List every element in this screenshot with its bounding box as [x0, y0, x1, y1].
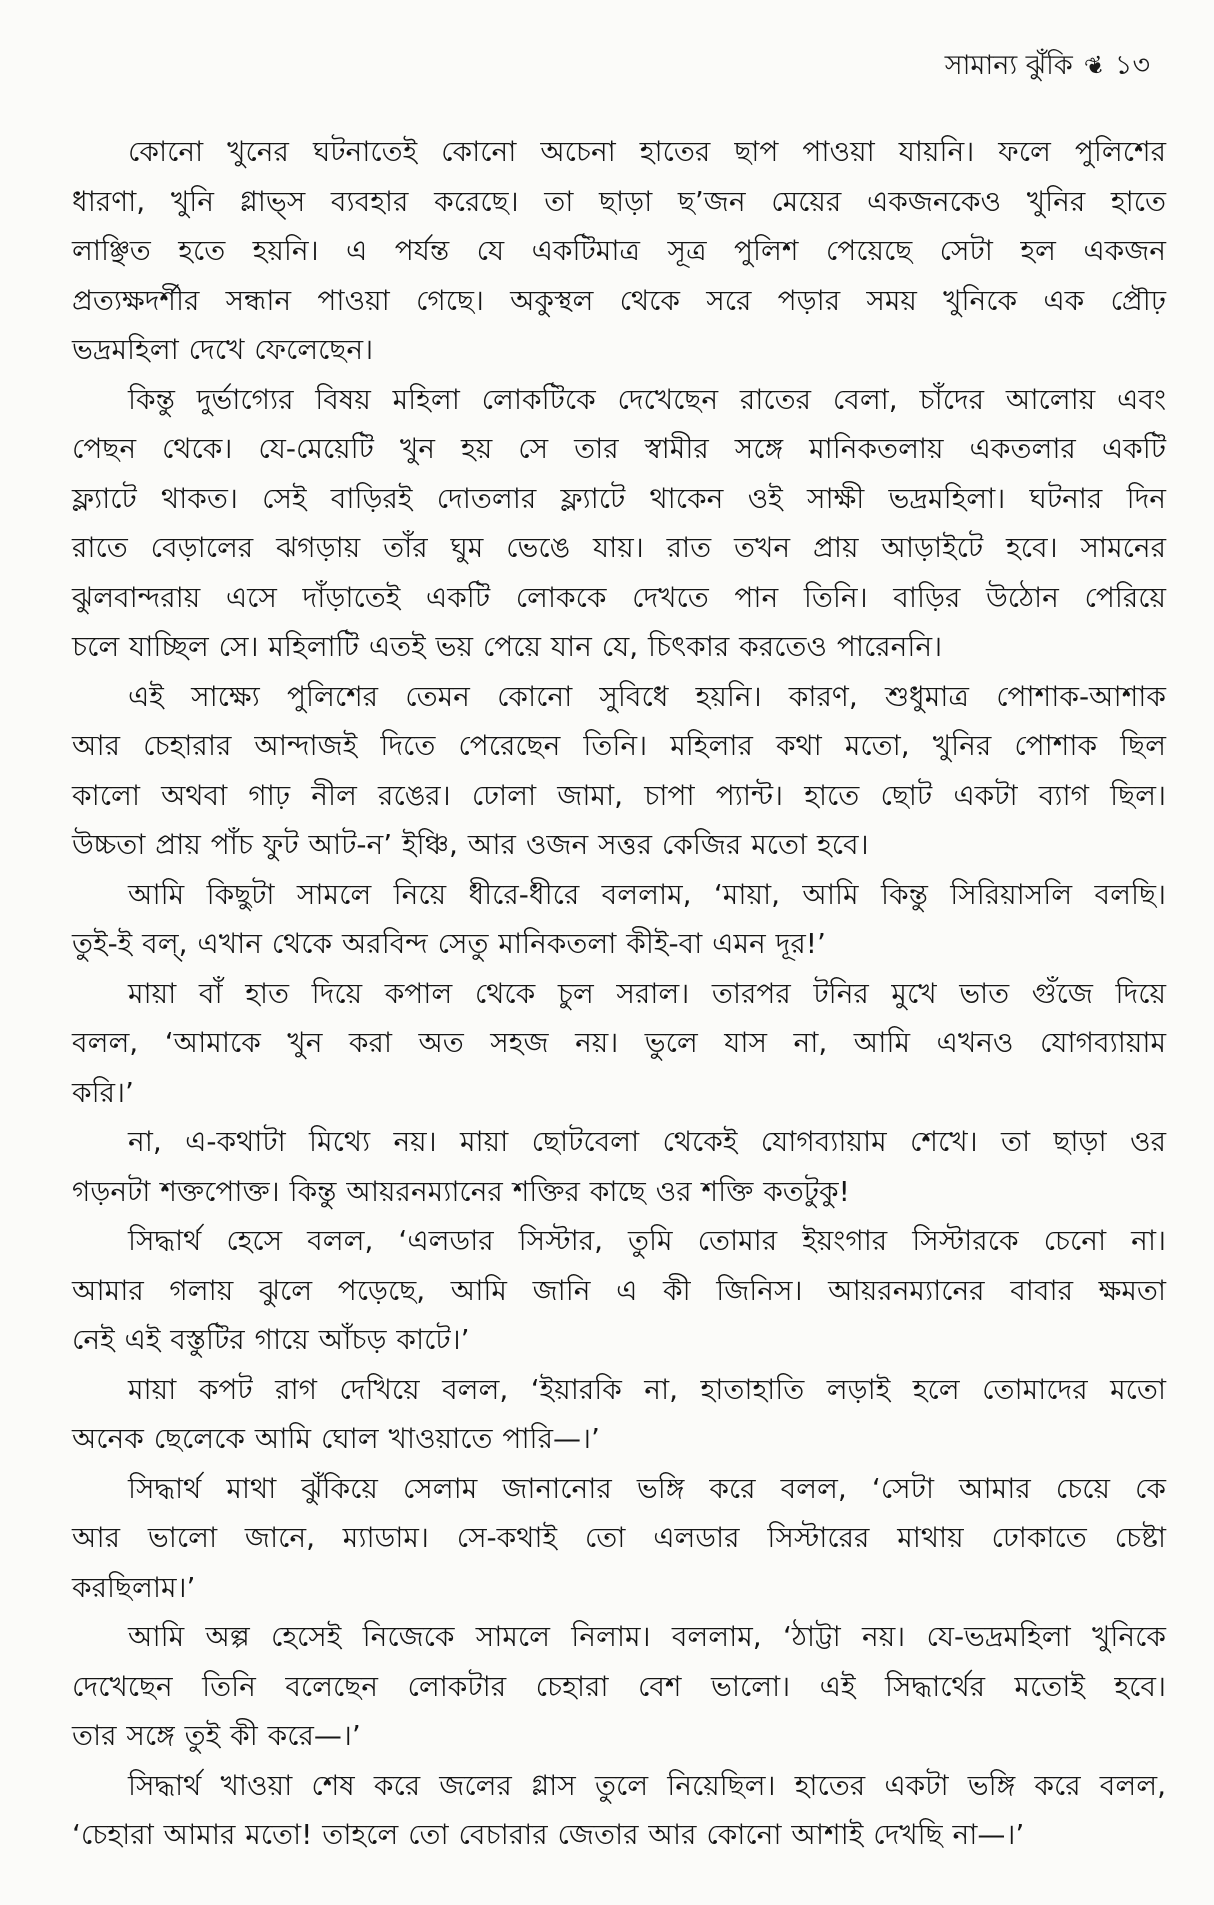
text-line: দেখেছেন তিনি বলেছেন লোকটার চেহারা বেশ ভালো। এই সিদ্ধার্থের মতোই হবে।	[72, 1669, 1166, 1703]
paragraph	[72, 1117, 1166, 1216]
text-line: আর চেহারার আন্দাজই দিতে পেরেছেন তিনি। মহিলার কথা মতো, খুনির পোশাক ছিল	[72, 729, 1166, 762]
page-body	[72, 127, 1166, 1860]
paragraph	[72, 870, 1166, 969]
text-line: বলল, ‘আমাকে খুন করা অত সহজ নয়। ভুলে যাস না, আমি এখনও যোগব্যায়াম	[72, 1026, 1166, 1059]
text-line: করি।’	[72, 1075, 134, 1109]
text-line: এই সাক্ষ্যে পুলিশের তেমন কোনো সুবিধে হয়নি। কারণ, শুধুমাত্র পোশাক-আশাক	[128, 679, 1166, 713]
text-line: ফ্ল্যাটে থাকত। সেই বাড়িরই দোতলার ফ্ল্যাটে থাকেন ওই সাক্ষী ভদ্রমহিলা। ঘটনার দিন	[72, 481, 1166, 515]
text-line: করছিলাম।’	[72, 1570, 196, 1604]
page-number: ১৩	[1114, 50, 1150, 81]
text-line: আমি কিছুটা সামলে নিয়ে ধীরে-ধীরে বললাম, ‘মায়া, আমি কিন্তু সিরিয়াসলি বলছি।	[128, 877, 1166, 911]
paragraph	[72, 1365, 1166, 1464]
book-title: সামান্য ঝুঁকি	[944, 50, 1073, 81]
text-line: ‘চেহারা আমার মতো! তাহলে তো বেচারার জেতার আর কোনো আশাই দেখছি না—।’	[72, 1818, 1025, 1851]
running-header	[945, 46, 1150, 86]
text-line: লাঞ্ছিত হতে হয়নি। এ পর্যন্ত যে একটিমাত্র সূত্র পুলিশ পেয়েছে সেটা হল একজন	[72, 234, 1166, 267]
text-line: আমি অল্প হেসেই নিজেকে সামলে নিলাম। বললাম, ‘ঠাট্টা নয়। যে-ভদ্রমহিলা খুনিকে	[128, 1620, 1166, 1653]
paragraph	[72, 375, 1166, 672]
text-line: চলে যাচ্ছিল সে। মহিলাটি এতই ভয় পেয়ে যান যে, চিৎকার করতেও পারেননি।	[72, 630, 943, 663]
paragraph	[72, 969, 1166, 1118]
paragraph	[72, 127, 1166, 375]
text-line: গড়নটা শক্তপোক্ত। কিন্তু আয়রনম্যানের শক্তির কাছে ওর শক্তি কতটুকু!	[72, 1174, 850, 1208]
text-line: উচ্চতা প্রায় পাঁচ ফুট আট-ন’ ইঞ্চি, আর ওজন সত্তর কেজির মতো হবে।	[72, 828, 869, 861]
text-line: ধারণা, খুনি গ্লাভ্স ব্যবহার করেছে। তা ছাড়া ছ’জন মেয়ের একজনকেও খুনির হাতে	[72, 184, 1166, 218]
text-line: মায়া কপট রাগ দেখিয়ে বলল, ‘ইয়ারকি না, হাতাহাতি লড়াই হলে তোমাদের মতো	[128, 1372, 1166, 1406]
text-line: সিদ্ধার্থ মাথা ঝুঁকিয়ে সেলাম জানানোর ভঙ্গি করে বলল, ‘সেটা আমার চেয়ে কে	[128, 1471, 1166, 1505]
text-line: পেছন থেকে। যে-মেয়েটি খুন হয় সে তার স্বামীর সঙ্গে মানিকতলায় একতলার একটি	[72, 432, 1166, 465]
paragraph	[72, 1612, 1166, 1761]
text-line: সিদ্ধার্থ খাওয়া শেষ করে জলের গ্লাস তুলে নিয়েছিল। হাতের একটা ভঙ্গি করে বলল,	[128, 1768, 1166, 1802]
paragraph	[72, 1761, 1166, 1860]
text-line: অনেক ছেলেকে আমি ঘোল খাওয়াতে পারি—।’	[72, 1422, 600, 1455]
floral-ornament-icon: ❦	[1080, 49, 1110, 83]
text-line: তার সঙ্গে তুই কী করে—।’	[72, 1719, 361, 1752]
text-line: আর ভালো জানে, ম্যাডাম। সে-কথাই তো এলডার সিস্টারের মাথায় ঢোকাতে চেষ্টা	[72, 1521, 1166, 1554]
text-line: রাতে বেড়ালের ঝগড়ায় তাঁর ঘুম ভেঙে যায়। রাত তখন প্রায় আড়াইটে হবে। সামনের	[72, 531, 1166, 564]
text-line: তুই-ই বল্, এখান থেকে অরবিন্দ সেতু মানিকতলা কীই-বা এমন দূর!’	[72, 927, 826, 960]
text-line: প্রত্যক্ষদর্শীর সন্ধান পাওয়া গেছে। অকুস্থল থেকে সরে পড়ার সময় খুনিকে এক প্রৌঢ়	[72, 283, 1166, 317]
text-line: ভদ্রমহিলা দেখে ফেলেছেন।	[72, 333, 374, 366]
paragraph	[72, 1216, 1166, 1365]
text-line: মায়া বাঁ হাত দিয়ে কপাল থেকে চুল সরাল। তারপর টনির মুখে ভাত গুঁজে দিয়ে	[128, 976, 1166, 1010]
text-line: আমার গলায় ঝুলে পড়েছে, আমি জানি এ কী জিনিস। আয়রনম্যানের বাবার ক্ষমতা	[72, 1273, 1166, 1307]
text-line: কোনো খুনের ঘটনাতেই কোনো অচেনা হাতের ছাপ পাওয়া যায়নি। ফলে পুলিশের	[128, 135, 1166, 168]
text-line: না, এ-কথাটা মিথ্যে নয়। মায়া ছোটবেলা থেকেই যোগব্যায়াম শেখে। তা ছাড়া ওর	[128, 1125, 1166, 1158]
paragraph	[72, 1464, 1166, 1613]
text-line: ঝুলবান্দরায় এসে দাঁড়াতেই একটি লোককে দেখতে পান তিনি। বাড়ির উঠোন পেরিয়ে	[72, 580, 1166, 614]
text-line: কিন্তু দুর্ভাগ্যের বিষয় মহিলা লোকটিকে দেখেছেন রাতের বেলা, চাঁদের আলোয় এবং	[128, 382, 1166, 416]
paragraph	[72, 672, 1166, 870]
text-line: নেই এই বস্তুটির গায়ে আঁচড় কাটে।’	[72, 1323, 470, 1356]
text-line: সিদ্ধার্থ হেসে বলল, ‘এলডার সিস্টার, তুমি তোমার ইয়ংগার সিস্টারকে চেনো না।	[128, 1224, 1166, 1257]
text-line: কালো অথবা গাঢ় নীল রঙের। ঢোলা জামা, চাপা প্যান্ট। হাতে ছোট একটা ব্যাগ ছিল।	[72, 778, 1166, 812]
